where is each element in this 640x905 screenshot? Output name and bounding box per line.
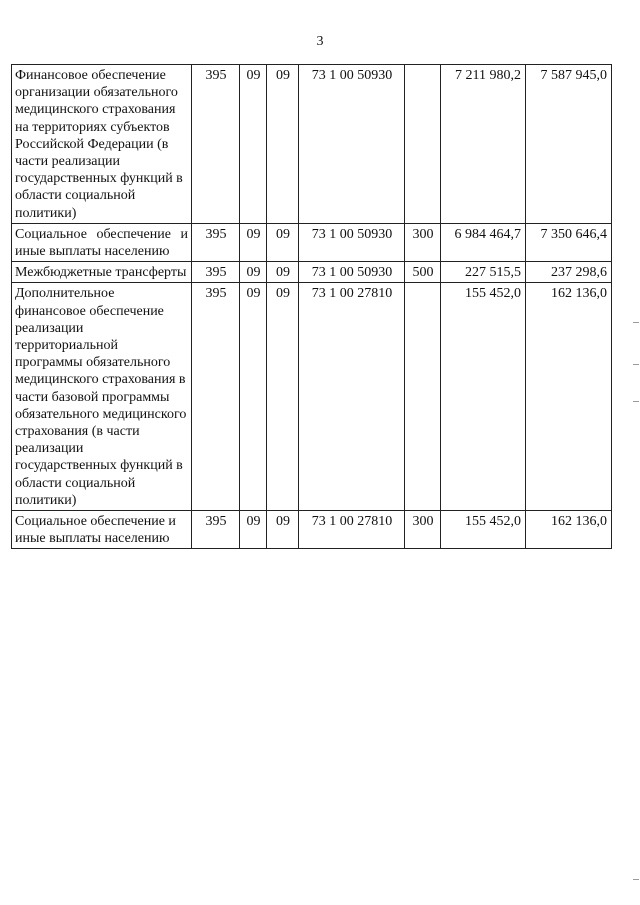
amount-first-year-cell: 155 452,0 bbox=[441, 283, 526, 511]
expense-name-cell: Финансовое обеспечение организации обязательного медицинского страхования на территориях субъектов Российской Федерации (в части реализации государственных функций в области социальной политики) bbox=[12, 65, 192, 224]
amount-first-year-cell: 155 452,0 bbox=[441, 511, 526, 549]
amount-first-year-cell: 227 515,5 bbox=[441, 262, 526, 283]
section-code-cell: 09 bbox=[240, 65, 267, 224]
subsection-code-cell: 09 bbox=[267, 511, 299, 549]
expense-type-cell bbox=[405, 65, 441, 224]
table-row bbox=[12, 223, 612, 261]
table-row bbox=[12, 65, 612, 224]
expense-name-cell: Межбюджетные трансферты bbox=[12, 262, 192, 283]
scan-edge-mark bbox=[633, 401, 639, 402]
target-article-cell: 73 1 00 50930 bbox=[299, 65, 405, 224]
amount-second-year-cell: 7 587 945,0 bbox=[526, 65, 612, 224]
expense-name-cell: Социальное обеспечение и иные выплаты населению bbox=[12, 223, 192, 261]
section-code-cell: 09 bbox=[240, 511, 267, 549]
expense-type-cell bbox=[405, 283, 441, 511]
amount-first-year-cell: 6 984 464,7 bbox=[441, 223, 526, 261]
amount-second-year-cell: 7 350 646,4 bbox=[526, 223, 612, 261]
page-number: 3 bbox=[316, 34, 324, 49]
amount-second-year-cell: 162 136,0 bbox=[526, 283, 612, 511]
expense-name-cell: Дополнительное финансовое обеспечение реализации территориальной программы обязательного медицинского страхования в части базовой программы обязательного медицинского страхования (в части реализации государственных функций в области социальной политики) bbox=[12, 283, 192, 511]
ministry-code-cell: 395 bbox=[192, 511, 240, 549]
ministry-code-cell: 395 bbox=[192, 223, 240, 261]
expense-type-cell: 300 bbox=[405, 511, 441, 549]
section-code-cell: 09 bbox=[240, 283, 267, 511]
ministry-code-cell: 395 bbox=[192, 283, 240, 511]
table-row bbox=[12, 511, 612, 549]
amount-second-year-cell: 237 298,6 bbox=[526, 262, 612, 283]
expense-name-cell: Социальное обеспечение и иные выплаты населению bbox=[12, 511, 192, 549]
budget-table bbox=[11, 64, 612, 549]
subsection-code-cell: 09 bbox=[267, 283, 299, 511]
table-row bbox=[12, 262, 612, 283]
scan-edge-mark bbox=[633, 364, 639, 365]
subsection-code-cell: 09 bbox=[267, 65, 299, 224]
ministry-code-cell: 395 bbox=[192, 65, 240, 224]
table-row bbox=[12, 283, 612, 511]
target-article-cell: 73 1 00 50930 bbox=[299, 262, 405, 283]
target-article-cell: 73 1 00 50930 bbox=[299, 223, 405, 261]
expense-type-cell: 500 bbox=[405, 262, 441, 283]
target-article-cell: 73 1 00 27810 bbox=[299, 511, 405, 549]
subsection-code-cell: 09 bbox=[267, 223, 299, 261]
amount-second-year-cell: 162 136,0 bbox=[526, 511, 612, 549]
ministry-code-cell: 395 bbox=[192, 262, 240, 283]
section-code-cell: 09 bbox=[240, 262, 267, 283]
scan-edge-mark bbox=[633, 879, 639, 880]
scan-edge-mark bbox=[633, 322, 639, 323]
target-article-cell: 73 1 00 27810 bbox=[299, 283, 405, 511]
expense-type-cell: 300 bbox=[405, 223, 441, 261]
amount-first-year-cell: 7 211 980,2 bbox=[441, 65, 526, 224]
subsection-code-cell: 09 bbox=[267, 262, 299, 283]
section-code-cell: 09 bbox=[240, 223, 267, 261]
